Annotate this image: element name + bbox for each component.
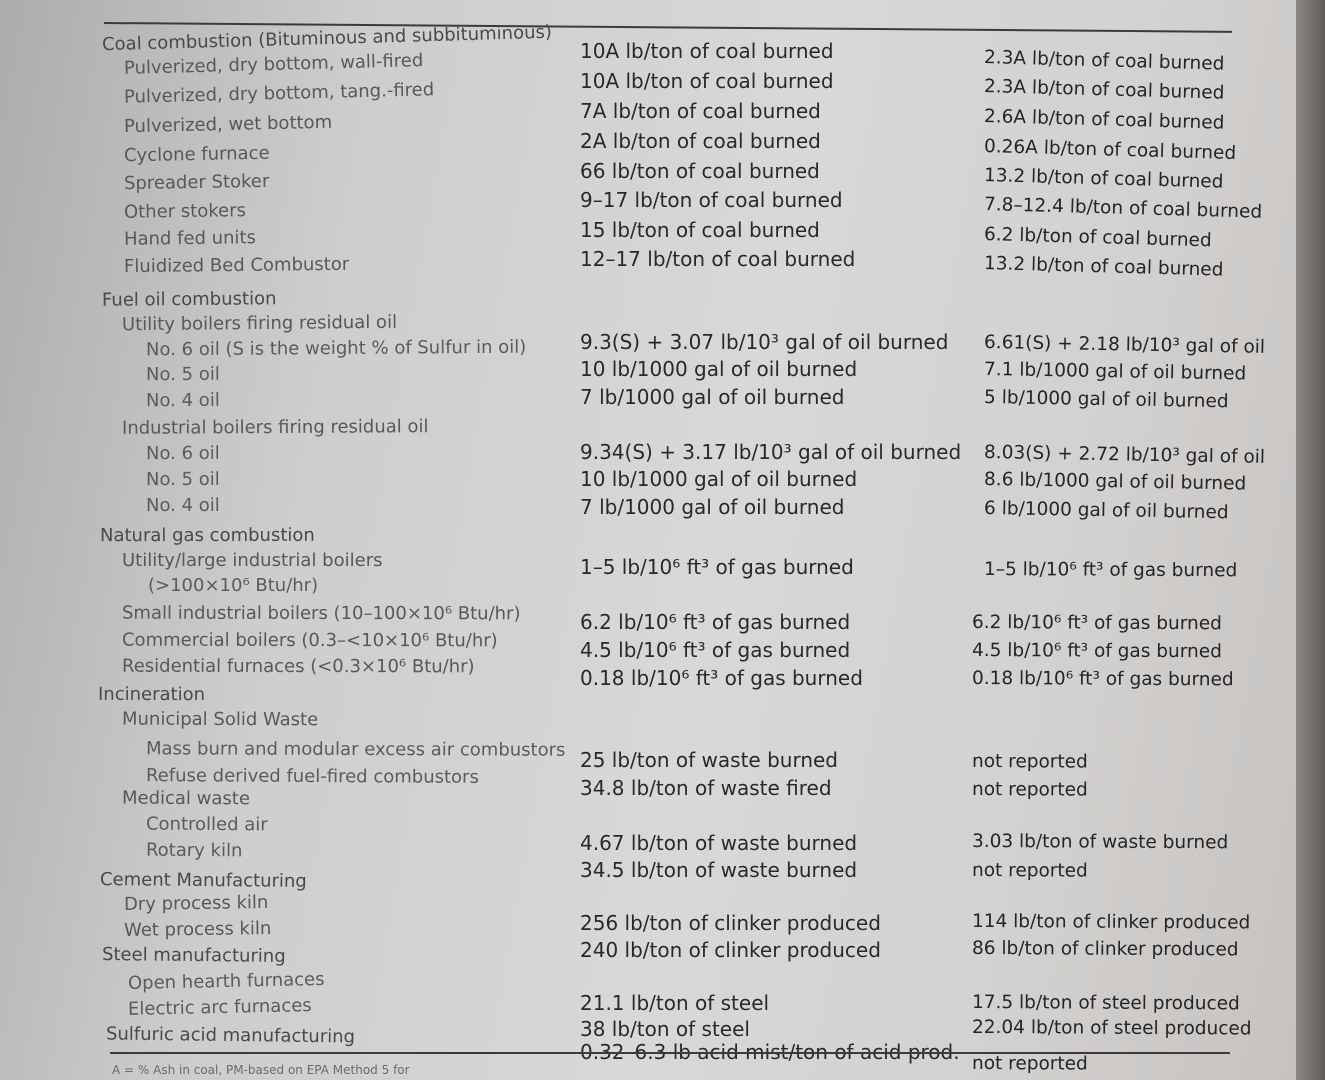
uncontrolled-emission-factor: 2A lb/ton of coal burned bbox=[580, 129, 821, 153]
source-label: Medical waste bbox=[121, 787, 251, 810]
pm10-emission-factor: not reported bbox=[971, 779, 1088, 801]
source-label: Electric arc furnaces bbox=[127, 995, 312, 1020]
pm10-emission-factor: not reported bbox=[971, 751, 1088, 773]
pm10-emission-factor: 1–5 lb/10⁶ ft³ of gas burned bbox=[983, 559, 1238, 582]
pm10-emission-factor: not reported bbox=[971, 860, 1088, 882]
category-heading: Steel manufacturing bbox=[101, 944, 286, 967]
source-label: Dry process kiln bbox=[123, 891, 269, 916]
uncontrolled-emission-factor: 6.2 lb/10⁶ ft³ of gas burned bbox=[580, 610, 851, 634]
uncontrolled-emission-factor: 256 lb/ton of clinker produced bbox=[580, 911, 881, 935]
pm10-emission-factor: 8.6 lb/1000 gal of oil burned bbox=[983, 469, 1247, 495]
category-heading: Coal combustion (Bituminous and subbituminous) bbox=[101, 21, 553, 56]
source-label: No. 4 oil bbox=[145, 494, 220, 517]
uncontrolled-emission-factor: 1–5 lb/10⁶ ft³ of gas burned bbox=[580, 555, 854, 579]
uncontrolled-emission-factor: 9–17 lb/ton of coal burned bbox=[580, 188, 843, 212]
uncontrolled-emission-factor: 10A lb/ton of coal burned bbox=[580, 69, 834, 93]
source-label: Mass burn and modular excess air combustors bbox=[145, 738, 566, 761]
pm10-emission-factor: 4.5 lb/10⁶ ft³ of gas burned bbox=[971, 640, 1222, 663]
source-label: Commercial boilers (0.3–<10×10⁶ Btu/hr) bbox=[121, 629, 498, 652]
uncontrolled-emission-factor: 21.1 lb/ton of steel bbox=[580, 991, 770, 1015]
pm10-emission-factor: 22.04 lb/ton of steel produced bbox=[971, 1017, 1252, 1040]
pm10-emission-factor: 13.2 lb/ton of coal burned bbox=[983, 253, 1224, 281]
table-bottom-rule bbox=[110, 1052, 1230, 1054]
category-heading: Incineration bbox=[97, 683, 206, 706]
source-label: No. 6 oil (S is the weight % of Sulfur in oil) bbox=[145, 336, 527, 361]
uncontrolled-emission-factor: 25 lb/ton of waste burned bbox=[580, 748, 838, 772]
uncontrolled-emission-factor: 4.67 lb/ton of waste burned bbox=[580, 831, 858, 855]
pm10-emission-factor: not reported bbox=[971, 1053, 1088, 1075]
pm10-emission-factor: 3.03 lb/ton of waste burned bbox=[971, 831, 1229, 854]
pm10-emission-factor: 6.2 lb/10⁶ ft³ of gas burned bbox=[971, 612, 1222, 635]
source-label: Rotary kiln bbox=[145, 839, 243, 862]
source-label: Pulverized, wet bottom bbox=[123, 111, 333, 138]
category-heading: Natural gas combustion bbox=[99, 524, 315, 547]
pm10-emission-factor: 7.8–12.4 lb/ton of coal burned bbox=[983, 194, 1263, 223]
uncontrolled-emission-factor: 15 lb/ton of coal burned bbox=[580, 218, 820, 242]
source-label: Controlled air bbox=[145, 813, 268, 836]
uncontrolled-emission-factor: 66 lb/ton of coal burned bbox=[580, 159, 820, 183]
source-label: Cyclone furnace bbox=[123, 142, 270, 167]
source-label: Municipal Solid Waste bbox=[121, 708, 319, 731]
source-label: Other stokers bbox=[123, 200, 247, 223]
source-label: Wet process kiln bbox=[123, 917, 272, 942]
uncontrolled-emission-factor: 7 lb/1000 gal of oil burned bbox=[580, 495, 845, 519]
uncontrolled-emission-factor: 34.5 lb/ton of waste burned bbox=[580, 858, 858, 882]
uncontrolled-emission-factor: 240 lb/ton of clinker produced bbox=[580, 938, 881, 962]
uncontrolled-emission-factor: 9.3(S) + 3.07 lb/10³ gal of oil burned bbox=[580, 330, 949, 354]
uncontrolled-emission-factor: 0.32–6.3 lb acid mist/ton of acid prod. bbox=[580, 1040, 960, 1064]
pm10-emission-factor: 8.03(S) + 2.72 lb/10³ gal of oil bbox=[983, 442, 1266, 468]
pm10-emission-factor: 0.18 lb/10⁶ ft³ of gas burned bbox=[971, 668, 1234, 691]
source-label: No. 5 oil bbox=[145, 363, 220, 386]
pm10-emission-factor: 6 lb/1000 gal of oil burned bbox=[983, 498, 1229, 524]
pm10-emission-factor: 13.2 lb/ton of coal burned bbox=[983, 165, 1224, 193]
page-edge bbox=[1296, 0, 1325, 1080]
uncontrolled-emission-factor: 10 lb/1000 gal of oil burned bbox=[580, 467, 858, 491]
source-label: Spreader Stoker bbox=[123, 170, 270, 195]
source-label: Utility/large industrial boilers bbox=[122, 550, 383, 571]
source-label: Fluidized Bed Combustor bbox=[123, 253, 350, 278]
source-label: No. 4 oil bbox=[145, 389, 220, 412]
uncontrolled-emission-factor: 0.18 lb/10⁶ ft³ of gas burned bbox=[580, 666, 863, 690]
source-label: Pulverized, dry bottom, tang.-fired bbox=[123, 79, 435, 108]
pm10-emission-factor: 86 lb/ton of clinker produced bbox=[971, 938, 1239, 961]
pm10-emission-factor: 114 lb/ton of clinker produced bbox=[971, 911, 1251, 934]
pm10-emission-factor: 2.6A lb/ton of coal burned bbox=[983, 106, 1225, 134]
source-label: Utility boilers firing residual oil bbox=[121, 311, 398, 336]
uncontrolled-emission-factor: 9.34(S) + 3.17 lb/10³ gal of oil burned bbox=[580, 440, 962, 464]
category-heading: Sulfuric acid manufacturing bbox=[105, 1023, 356, 1048]
source-label: (>100×10⁶ Btu/hr) bbox=[148, 575, 319, 596]
source-label: Refuse derived fuel-fired combustors bbox=[145, 765, 479, 788]
uncontrolled-emission-factor: 12–17 lb/ton of coal burned bbox=[580, 247, 856, 271]
table-footnote: A = % Ash in coal, PM-based on EPA Method 5 for bbox=[112, 1063, 410, 1077]
pm10-emission-factor: 7.1 lb/1000 gal of oil burned bbox=[983, 359, 1247, 385]
pm10-emission-factor: 6.61(S) + 2.18 lb/10³ gal of oil bbox=[983, 332, 1266, 358]
uncontrolled-emission-factor: 7A lb/ton of coal burned bbox=[580, 99, 821, 123]
uncontrolled-emission-factor: 10 lb/1000 gal of oil burned bbox=[580, 357, 858, 381]
source-label: Small industrial boilers (10–100×10⁶ Btu/hr) bbox=[121, 602, 521, 625]
uncontrolled-emission-factor: 7 lb/1000 gal of oil burned bbox=[580, 385, 845, 409]
source-label: Industrial boilers firing residual oil bbox=[121, 416, 429, 439]
source-label: Pulverized, dry bottom, wall-fired bbox=[123, 50, 424, 79]
pm10-emission-factor: 17.5 lb/ton of steel produced bbox=[971, 992, 1240, 1015]
source-label: Open hearth furnaces bbox=[127, 968, 325, 995]
uncontrolled-emission-factor: 38 lb/ton of steel bbox=[580, 1017, 750, 1041]
pm10-emission-factor: 2.3A lb/ton of coal burned bbox=[983, 47, 1225, 75]
pm10-emission-factor: 0.26A lb/ton of coal burned bbox=[983, 136, 1237, 165]
uncontrolled-emission-factor: 4.5 lb/10⁶ ft³ of gas burned bbox=[580, 638, 851, 662]
uncontrolled-emission-factor: 34.8 lb/ton of waste fired bbox=[580, 776, 832, 800]
uncontrolled-emission-factor: 10A lb/ton of coal burned bbox=[580, 39, 834, 63]
pm10-emission-factor: 2.3A lb/ton of coal burned bbox=[983, 76, 1225, 104]
source-label: Hand fed units bbox=[123, 227, 257, 250]
pm10-emission-factor: 5 lb/1000 gal of oil burned bbox=[983, 387, 1229, 413]
source-label: Residential furnaces (<0.3×10⁶ Btu/hr) bbox=[121, 655, 475, 678]
category-heading: Fuel oil combustion bbox=[101, 288, 277, 311]
source-label: No. 5 oil bbox=[145, 468, 220, 491]
pm10-emission-factor: 6.2 lb/ton of coal burned bbox=[983, 224, 1212, 252]
source-label: No. 6 oil bbox=[145, 442, 220, 465]
category-heading: Cement Manufacturing bbox=[99, 869, 307, 892]
